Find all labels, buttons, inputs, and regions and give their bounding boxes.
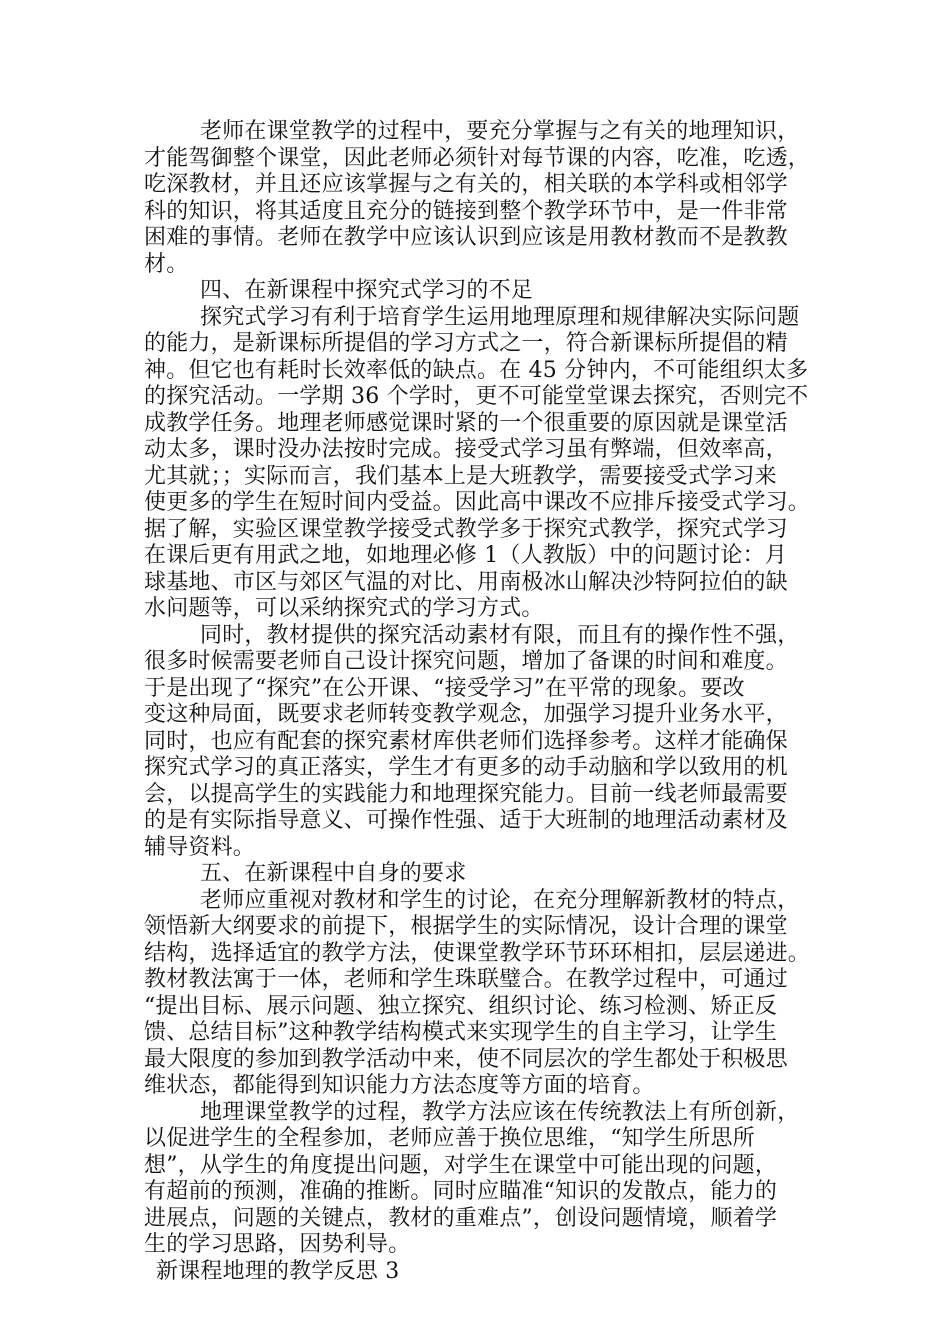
text-line: 同时，也应有配套的探究素材库供老师们选择参考。这样才能确保	[144, 728, 788, 754]
text-line: 会，以提高学生的实践能力和地理探究能力。目前一线老师最需要	[144, 781, 788, 807]
text-line: 困难的事情。老师在教学中应该认识到应该是用教材教而不是教教	[144, 225, 788, 250]
document-page	[144, 119, 824, 1285]
text-line: 教材教法寓于一体，老师和学生珠联璧合。在教学过程中，可通过	[144, 967, 788, 992]
text-line: 地理课堂教学的过程，教学方法应该在传统教法上有所创新，	[200, 1099, 800, 1125]
text-line: 探究式学习有利于培育学生运用地理原理和规律解决实际问题	[200, 304, 800, 330]
text-line: 有超前的预测，准确的推断。同时应瞄准“知识的发散点，能力的	[144, 1179, 778, 1204]
text-line: 球基地、市区与郊区气温的对比、用南极冰山解决沙特阿拉伯的缺	[144, 569, 788, 595]
text-line: 进展点，问题的关键点，教材的重难点”，创设问题情境，顺着学	[144, 1205, 778, 1231]
text-line: 科的知识，将其适度且充分的链接到整个教学环节中，是一件非常	[144, 198, 788, 224]
text-line: 很多时候需要老师自己设计探究问题，增加了备课的时间和难度。	[144, 649, 788, 674]
text-line: 辅导资料。	[144, 834, 256, 860]
text-line: 结构，选择适宜的教学方法，使课堂教学环节环环相扣，层层递进。	[144, 940, 811, 966]
text-line: 材。	[144, 251, 189, 277]
text-line: 动太多，课时没办法按时完成。接受式学习虽有弊端，但效率高，	[144, 437, 788, 462]
text-line: 馈、总结目标”这种教学结构模式来实现学生的自主学习，让学生	[144, 1020, 778, 1045]
text-line: “提出目标、展示问题、独立探究、组织讨论、练习检测、矫正反	[144, 993, 778, 1019]
next-section-title: 新课程地理的教学反思 3	[156, 1258, 400, 1284]
text-line: 吃深教材，并且还应该掌握与之有关的，相关联的本学科或相邻学	[144, 172, 788, 197]
text-line: 同时，教材提供的探究活动素材有限，而且有的操作性不强，	[200, 622, 800, 648]
text-line: 在课后更有用武之地，如地理必修 1（人教版）中的问题讨论：月	[144, 543, 787, 568]
text-line: 的是有实际指导意义、可操作性强、适于大班制的地理活动素材及	[144, 808, 788, 833]
text-line: 想”，从学生的角度提出问题，对学生在课堂中可能出现的问题，	[144, 1152, 778, 1178]
text-line: 老师在课堂教学的过程中，要充分掌握与之有关的地理知识，	[200, 119, 800, 144]
text-line: 五、在新课程中自身的要求	[200, 861, 467, 886]
document-body	[144, 119, 824, 1259]
text-line: 领悟新大纲要求的前提下，根据学生的实际情况，设计合理的课堂	[144, 914, 788, 939]
text-line: 老师应重视对教材和学生的讨论，在充分理解新教材的特点，	[200, 887, 800, 913]
text-line: 神。但它也有耗时长效率低的缺点。在 45 分钟内，不可能组织太多	[144, 357, 809, 383]
text-line: 变这种局面，既要求老师转变教学观念，加强学习提升业务水平，	[144, 702, 788, 727]
text-line: 最大限度的参加到教学活动中来，使不同层次的学生都处于积极思	[144, 1046, 788, 1072]
text-line: 成教学任务。地理老师感觉课时紧的一个很重要的原因就是课堂活	[144, 410, 788, 436]
text-line: 以促进学生的全程参加，老师应善于换位思维，“知学生所思所	[144, 1126, 755, 1151]
text-line: 生的学习思路，因势利导。	[144, 1232, 411, 1257]
text-line: 维状态，都能得到知识能力方法态度等方面的培育。	[144, 1073, 655, 1098]
text-line: 的探究活动。一学期 36 个学时，更不可能堂堂课去探究，否则完不	[144, 384, 809, 409]
text-line: 使更多的学生在短时间内受益。因此高中课改不应排斥接受式学习。	[144, 490, 811, 515]
text-line: 据了解，实验区课堂教学接受式教学多于探究式教学，探究式学习	[144, 516, 788, 542]
text-line: 探究式学习的真正落实，学生才有更多的动手动脑和学以致用的机	[144, 755, 788, 780]
text-line: 四、在新课程中探究式学习的不足	[200, 278, 534, 303]
text-line: 于是出现了“探究”在公开课、“接受学习”在平常的现象。要改	[144, 675, 745, 701]
text-line: 尤其就；；实际而言，我们基本上是大班教学，需要接受式学习来	[144, 463, 777, 489]
text-line: 才能驾御整个课堂，因此老师必须针对每节课的内容，吃准，吃透，	[144, 145, 811, 171]
text-line: 水问题等，可以采纳探究式的学习方式。	[144, 596, 544, 621]
text-line: 的能力，是新课标所提倡的学习方式之一，符合新课标所提倡的精	[144, 331, 788, 356]
